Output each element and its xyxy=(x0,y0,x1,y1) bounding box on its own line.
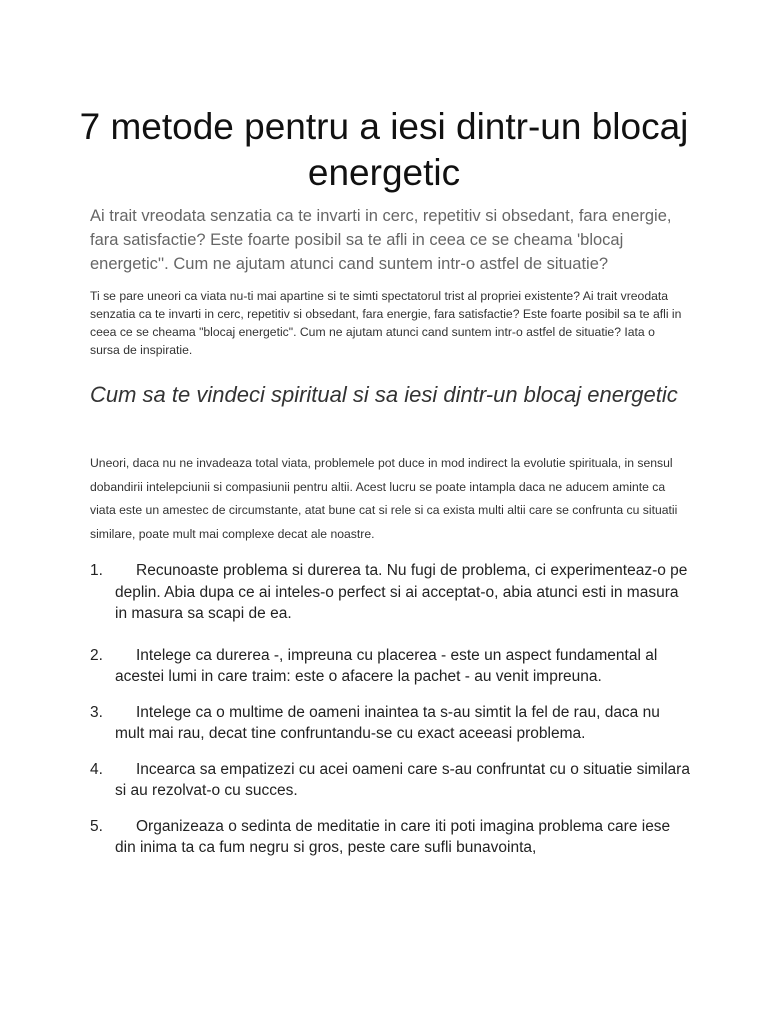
list-item xyxy=(90,702,690,745)
section-body: Uneori, daca nu ne invadeaza total viata, problemele pot duce in mod indirect la evolutie spirituala, in sensul dobandirii intelepciunii si compasiunii pentru altii. Acest lucru se poate intampla daca ne aducem aminte ca viata este un amestec de circumstante, atat bune cat si rele si ca exista multi altii care se confrunta cu situatii similare, poate mult mai complexe decat ale noastre. xyxy=(90,456,678,541)
list-item-number: 1. xyxy=(90,562,103,579)
list-item-text: Intelege ca o multime de oameni inaintea ta s-au simtit la fel de rau, daca nu mult mai rau, decat tine confruntandu-se cu exact aceeasi problema. xyxy=(115,703,660,742)
list-item xyxy=(90,816,690,859)
list-item-number: 5. xyxy=(90,817,103,835)
list-item-number: 3. xyxy=(90,703,103,721)
list-item-text: Recunoaste problema si durerea ta. Nu fugi de problema, ci experimenteaz-o pe deplin. Abia dupa ce ai inteles-o perfect si ai acceptat-o, abia atunci esti in masura in masura sa scapi de ea. xyxy=(115,562,688,622)
steps-list xyxy=(90,560,690,859)
list-item xyxy=(90,759,690,802)
list-item-number: 2. xyxy=(90,646,103,664)
list-item xyxy=(90,645,690,688)
list-item-number: 4. xyxy=(90,760,103,778)
list-item xyxy=(90,560,690,625)
article-intro: Ti se pare uneori ca viata nu-ti mai apartine si te simti spectatorul trist al propriei existente? Ai trait vreodata senzatia ca te invarti in cerc, repetitiv si obsedant, fara energie, fara satisfactie? Este foarte posibil sa te afli in ceea ce se cheama "blocaj energetic". Cum ne ajutam atunci cand suntem intr-o astfel de situatie? Iata o sursa de inspiratie. xyxy=(90,289,682,357)
list-item-text: Incearca sa empatizezi cu acei oameni care s-au confruntat cu o situatie similara si au rezolvat-o cu succes. xyxy=(115,760,690,799)
article-title: 7 metode pentru a iesi dintr-un blocaj energetic xyxy=(79,106,689,193)
article-lead: Ai trait vreodata senzatia ca te invarti in cerc, repetitiv si obsedant, fara energie, fara satisfactie? Este foarte posibil sa te afli in ceea ce se cheama 'blocaj energetic''. Cum ne ajutam atunci cand suntem intr-o astfel de situatie? xyxy=(90,207,672,273)
list-item-text: Intelege ca durerea -, impreuna cu placerea - este un aspect fundamental al acestei lumi in care traim: este o afacere la pachet - au venit impreuna. xyxy=(115,646,658,685)
section-heading: Cum sa te vindeci spiritual si sa iesi dintr-un blocaj energetic xyxy=(90,382,678,407)
list-item-text: Organizeaza o sedinta de meditatie in care iti poti imagina problema care iese din inima ta ca fum negru si gros, peste care sufli bunavointa, xyxy=(115,817,671,856)
